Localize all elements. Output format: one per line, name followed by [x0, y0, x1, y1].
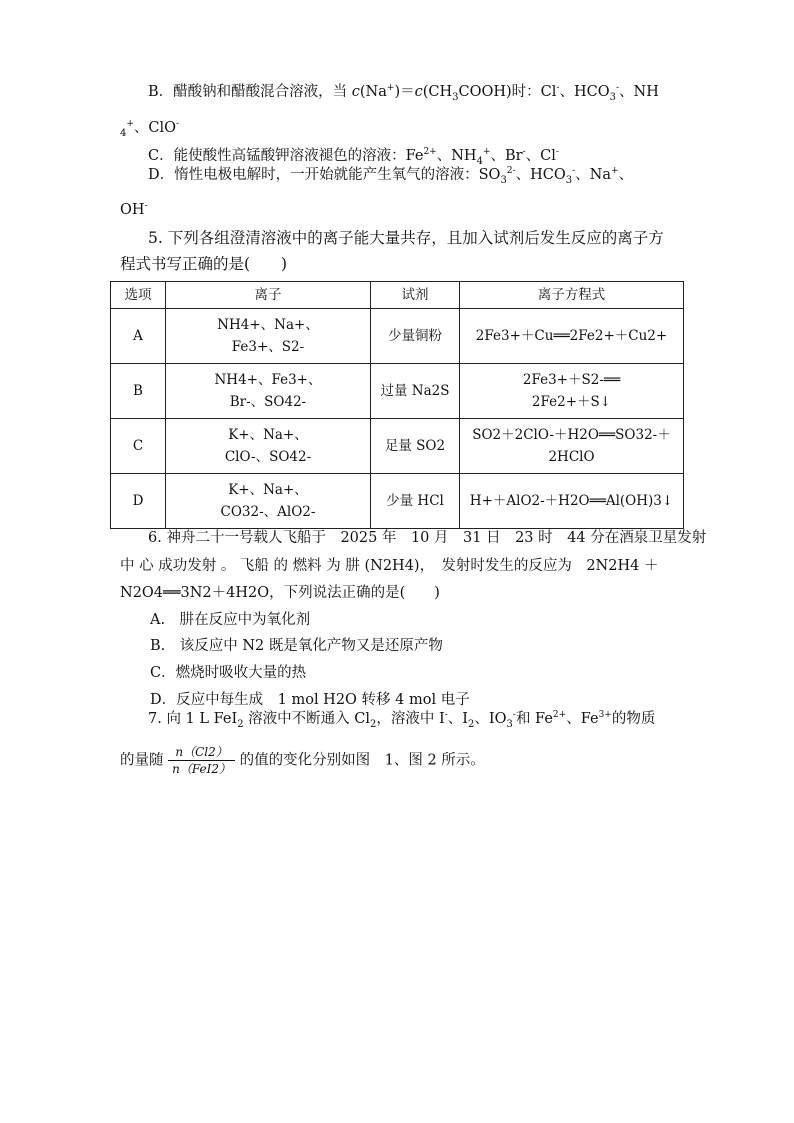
row-option: B — [111, 364, 166, 419]
question-5-stem-line2: 程式书写正确的是( ) — [120, 255, 288, 273]
question-6-option-a: A. 肼在反应中为氧化剂 — [150, 612, 311, 628]
option-b-line2: $_4$+、ClO- — [120, 119, 180, 139]
header-reagent: 试剂 — [371, 282, 460, 309]
question-5-table — [110, 281, 684, 529]
option-b-line1: B．醋酸钠和醋酸混合溶液，当 $c(Na^+)=c(CH_3COOH)$时：Cl-、$HCO_3^-$、NH — [148, 83, 659, 103]
header-ions: 离子 — [166, 282, 371, 309]
table-header-row — [111, 282, 684, 309]
row-option: A — [111, 309, 166, 364]
row-ions: NH4+、Fe3+、 Br-、SO42- — [166, 364, 371, 419]
row-reagent: 少量 HCl — [371, 474, 460, 529]
header-option: 选项 — [111, 282, 166, 309]
row-equation: SO2＋2ClO-＋H2O══SO32-＋ 2HClO — [460, 419, 684, 474]
option-d-line1: D．惰性电极电解时，一开始就能产生氧气的溶液：$SO_3^{2-}$、$HCO_3^-$、Na+、 — [148, 166, 634, 186]
row-ions: NH4+、Na+、 Fe3+、S2- — [166, 309, 371, 364]
table-row — [111, 309, 684, 364]
row-reagent: 少量铜粉 — [371, 309, 460, 364]
question-6-option-b: B. 该反应中 N2 既是氧化产物又是还原产物 — [150, 638, 443, 654]
ratio-fraction: $\frac{n(Cl2)}{\text{n（FeI2）}}$ — [168, 744, 235, 777]
question-6-option-d: D．反应中每生成 1 mol H2O 转移 4 mol 电子 — [150, 692, 470, 708]
table-row — [111, 364, 684, 419]
row-equation: 2Fe3+＋S2-══ 2Fe2+＋S↓ — [460, 364, 684, 419]
row-equation: H+＋AlO2-＋H2O══Al(OH)3↓ — [460, 474, 684, 529]
row-reagent: 足量 SO2 — [371, 419, 460, 474]
header-equation: 离子方程式 — [460, 282, 684, 309]
option-d-line2: OH- — [120, 201, 148, 218]
row-ions: K+、Na+、 ClO-、SO42- — [166, 419, 371, 474]
row-option: D — [111, 474, 166, 529]
question-7-stem-line2: 的量随 $\frac{n(Cl2)}{\text{n（FeI2）}}$ 的值的变化分别如图 1、图 2 所示。 — [120, 745, 485, 776]
row-option: C — [111, 419, 166, 474]
question-6-option-c: C．燃烧时吸收大量的热 — [150, 665, 307, 681]
question-6-stem-line1: 6. 神舟二十一号载人飞船于 2025 年 10 月 31 日 23 时 44 分在酒泉卫星发射 — [148, 530, 707, 546]
question-7-stem-line1: 7. 向 1 L FeI$_2$ 溶液中不断通入 $Cl_2$，溶液中 I-、$I_2$、$IO_3^-$和 $Fe^{2+}$、$Fe^{3+}$的物质 — [148, 710, 656, 730]
row-equation: 2Fe3+＋Cu══2Fe2+＋Cu2+ — [460, 309, 684, 364]
row-reagent: 过量 Na2S — [371, 364, 460, 419]
row-ions: K+、Na+、 CO32-、AlO2- — [166, 474, 371, 529]
option-c: C．能使酸性高锰酸钾溶液褪色的溶液：$Fe^{2+}$、$NH_4^+$、Br-、Cl- — [148, 147, 559, 167]
table-row — [111, 474, 684, 529]
question-6-stem-line2: 中 心 成功发射 。 飞船 的 燃料 为 肼 (N2H4)， 发射时发生的反应为 2N2H4 ＋ — [120, 558, 659, 574]
question-6-stem-line3: N2O4══3N2＋4H2O，下列说法正确的是( ) — [120, 585, 440, 601]
question-5-stem-line1: 5. 下列各组澄清溶液中的离子能大量共存，且加入试剂后发生反应的离子方 — [148, 229, 664, 247]
table-row — [111, 419, 684, 474]
